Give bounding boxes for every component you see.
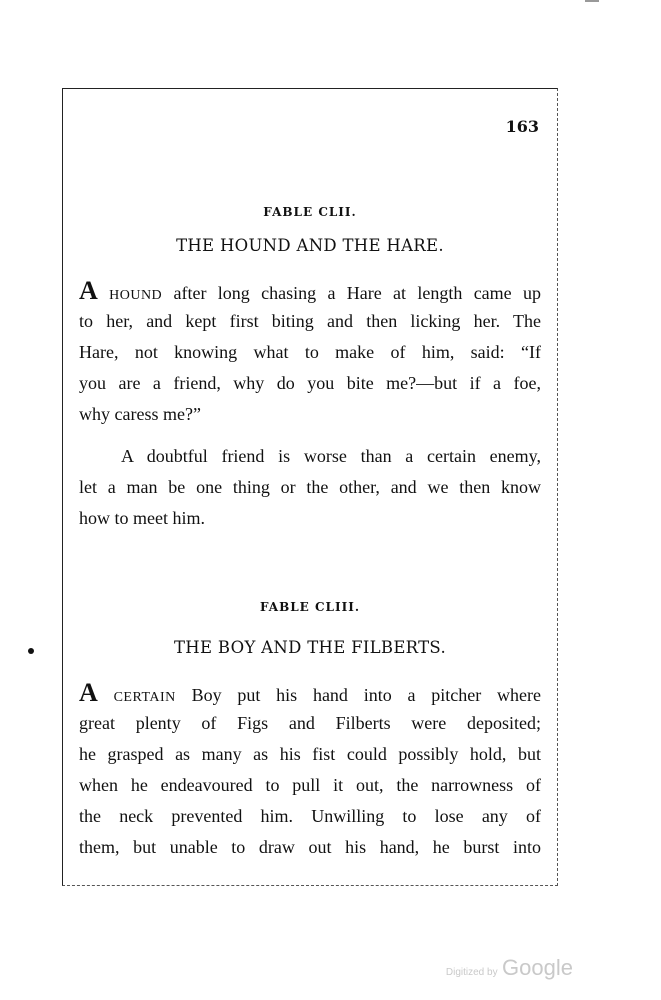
moral-line: how to meet him. <box>79 508 205 528</box>
body-line <box>79 677 541 708</box>
body-line-text: after long chasing a Hare at length came up <box>173 283 541 303</box>
fable-title-cliii: THE BOY AND THE FILBERTS. <box>174 638 446 657</box>
page-frame <box>62 88 558 886</box>
dropcap: A <box>79 276 98 305</box>
body-line: Hare, not knowing what to make of him, said: “If <box>79 342 541 362</box>
opening-smallcaps: CERTAIN <box>113 690 176 705</box>
google-watermark <box>446 955 573 981</box>
fable-heading-cliii: FABLE CLIII. <box>259 600 361 614</box>
fable-body-clii <box>79 275 541 430</box>
watermark-brand: Google <box>502 955 573 980</box>
body-line-text: Boy put his hand into a pitcher where <box>191 685 542 705</box>
body-line: them, but unable to draw out his hand, he burst into <box>79 837 541 857</box>
body-line: great plenty of Figs and Filberts were deposited; <box>79 713 541 733</box>
page-number: 163 <box>505 117 539 136</box>
corner-scan-mark <box>585 0 599 2</box>
body-line: why caress me?” <box>79 404 201 424</box>
body-line: to her, and kept first biting and then licking her. The <box>79 311 541 331</box>
dropcap: A <box>79 678 98 707</box>
body-line: you are a friend, why do you bite me?—but if a foe, <box>79 373 541 393</box>
fable-moral-clii <box>79 441 541 534</box>
opening-smallcaps: HOUND <box>109 288 163 303</box>
fable-title-clii: THE HOUND AND THE HARE. <box>176 236 444 255</box>
body-line <box>79 275 541 306</box>
fable-body-cliii <box>79 677 541 863</box>
moral-line: let a man be one thing or the other, and we then know <box>79 477 541 497</box>
fable-heading-clii: FABLE CLII. <box>263 205 357 219</box>
body-line: he grasped as many as his fist could possibly hold, but <box>79 744 541 764</box>
margin-ink-dot <box>28 648 34 654</box>
body-line: when he endeavoured to pull it out, the narrowness of <box>79 775 541 795</box>
body-line: the neck prevented him. Unwilling to lose any of <box>79 806 541 826</box>
moral-line: A doubtful friend is worse than a certain enemy, <box>121 446 541 466</box>
watermark-prefix: Digitized by <box>445 967 498 978</box>
